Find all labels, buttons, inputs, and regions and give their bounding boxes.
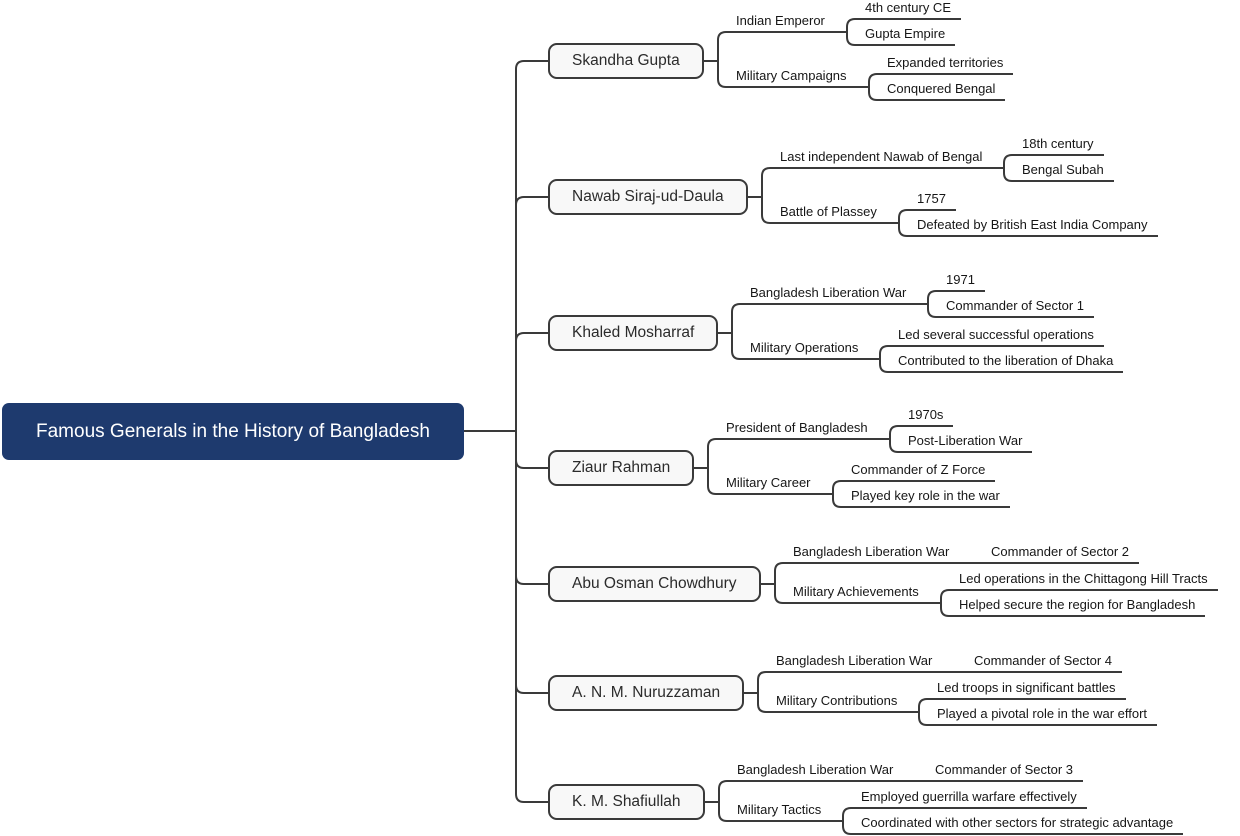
- topic-label[interactable]: Military Achievements: [783, 584, 929, 604]
- detail-label[interactable]: 4th century CE: [855, 0, 961, 20]
- detail-label[interactable]: Defeated by British East India Company: [907, 217, 1158, 237]
- detail-label[interactable]: Coordinated with other sectors for strategic advantage: [851, 815, 1183, 835]
- root-node[interactable]: Famous Generals in the History of Bangladesh: [2, 403, 464, 460]
- detail-label[interactable]: Played a pivotal role in the war effort: [927, 706, 1157, 726]
- general-node[interactable]: Khaled Mosharraf: [548, 315, 718, 351]
- detail-label[interactable]: Commander of Sector 1: [936, 298, 1094, 318]
- detail-label[interactable]: Led troops in significant battles: [927, 680, 1126, 700]
- topic-label[interactable]: Military Career: [716, 475, 821, 495]
- topic-label[interactable]: Battle of Plassey: [770, 204, 887, 224]
- detail-label[interactable]: Bengal Subah: [1012, 162, 1114, 182]
- general-node[interactable]: Ziaur Rahman: [548, 450, 694, 486]
- topic-label[interactable]: Bangladesh Liberation War: [727, 762, 903, 782]
- detail-label[interactable]: Helped secure the region for Bangladesh: [949, 597, 1205, 617]
- detail-label[interactable]: 18th century: [1012, 136, 1104, 156]
- topic-label[interactable]: Indian Emperor: [726, 13, 835, 33]
- topic-label[interactable]: Last independent Nawab of Bengal: [770, 149, 992, 169]
- topic-label[interactable]: Military Tactics: [727, 802, 831, 822]
- detail-label[interactable]: Led several successful operations: [888, 327, 1104, 347]
- detail-label[interactable]: Gupta Empire: [855, 26, 955, 46]
- detail-label[interactable]: 1757: [907, 191, 956, 211]
- general-node[interactable]: Skandha Gupta: [548, 43, 704, 79]
- detail-label[interactable]: Expanded territories: [877, 55, 1013, 75]
- detail-label[interactable]: Commander of Sector 3: [925, 762, 1083, 782]
- detail-label[interactable]: Commander of Sector 2: [981, 544, 1139, 564]
- detail-label[interactable]: Contributed to the liberation of Dhaka: [888, 353, 1123, 373]
- detail-label[interactable]: Post-Liberation War: [898, 433, 1032, 453]
- detail-label[interactable]: Commander of Z Force: [841, 462, 995, 482]
- detail-label[interactable]: Played key role in the war: [841, 488, 1010, 508]
- detail-label[interactable]: Employed guerrilla warfare effectively: [851, 789, 1087, 809]
- topic-label[interactable]: Bangladesh Liberation War: [783, 544, 959, 564]
- detail-label[interactable]: 1970s: [898, 407, 953, 427]
- topic-label[interactable]: Military Campaigns: [726, 68, 857, 88]
- topic-label[interactable]: President of Bangladesh: [716, 420, 878, 440]
- general-node[interactable]: Abu Osman Chowdhury: [548, 566, 761, 602]
- detail-label[interactable]: Conquered Bengal: [877, 81, 1005, 101]
- topic-label[interactable]: Bangladesh Liberation War: [766, 653, 942, 673]
- topic-label[interactable]: Bangladesh Liberation War: [740, 285, 916, 305]
- topic-label[interactable]: Military Operations: [740, 340, 868, 360]
- detail-label[interactable]: Led operations in the Chittagong Hill Tracts: [949, 571, 1218, 591]
- detail-label[interactable]: 1971: [936, 272, 985, 292]
- topic-label[interactable]: Military Contributions: [766, 693, 907, 713]
- general-node[interactable]: A. N. M. Nuruzzaman: [548, 675, 744, 711]
- general-node[interactable]: K. M. Shafiullah: [548, 784, 705, 820]
- general-node[interactable]: Nawab Siraj-ud-Daula: [548, 179, 748, 215]
- detail-label[interactable]: Commander of Sector 4: [964, 653, 1122, 673]
